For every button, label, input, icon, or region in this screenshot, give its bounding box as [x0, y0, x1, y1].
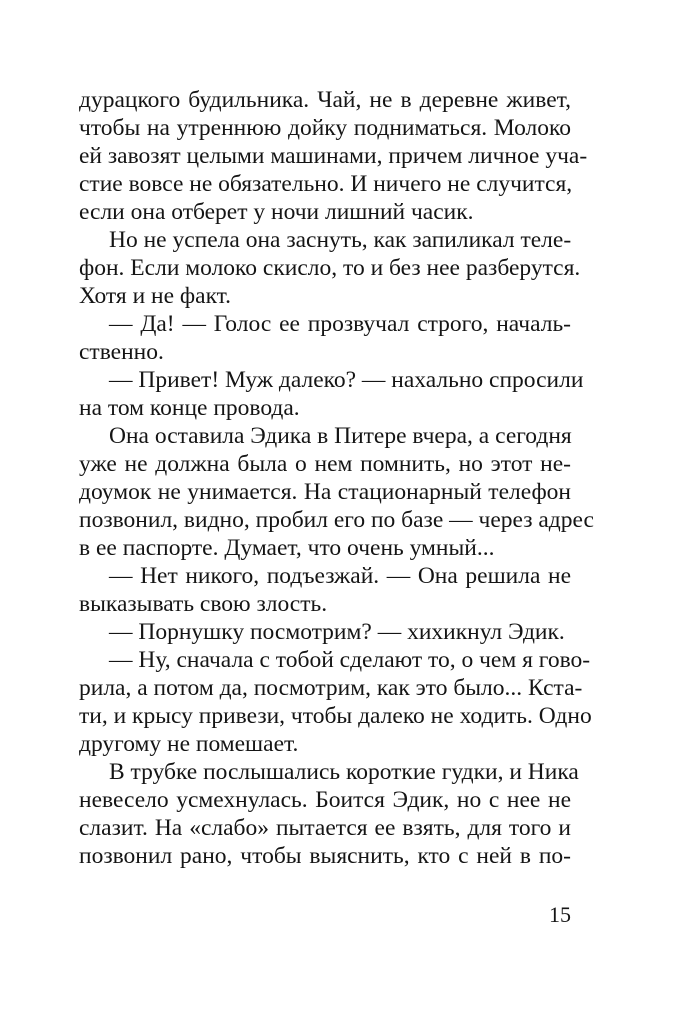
paragraph [79, 366, 584, 422]
paragraph [79, 422, 594, 562]
body-text [79, 86, 594, 870]
paragraph [79, 226, 581, 310]
page-number: 15 [549, 902, 571, 927]
text-line: доумок не унимается. На стационарный телефон [79, 479, 571, 505]
text-line: — Порнушку посмотрим? — хихикнул Эдик. [109, 619, 565, 645]
text-line: слазит. На «слабо» пытается ее взять, для того и [79, 815, 571, 841]
text-line: уже не должна была о нем помнить, но этот не- [79, 451, 571, 477]
text-line: позвонил, видно, пробил его по базе — через адрес [79, 507, 594, 533]
text-line: ти, и крысу привези, чтобы далеко не ходить. Одно [79, 703, 592, 729]
text-line: чтобы на утреннюю дойку подниматься. Молоко [79, 115, 571, 141]
text-line: фон. Если молоко скисло, то и без нее разберутся. [79, 255, 581, 281]
text-line: — Да! — Голос ее прозвучал строго, началь- [109, 311, 571, 337]
paragraph [79, 562, 571, 618]
text-line: В трубке послышались короткие гудки, и Ника [109, 759, 579, 785]
text-line: Хотя и не факт. [79, 283, 232, 309]
text-line: Она оставила Эдика в Питере вчера, а сегодня [109, 423, 572, 449]
text-line: если она отберет у ночи лишний часик. [79, 199, 474, 225]
text-line: ей завозят целыми машинами, причем личное уча- [79, 143, 588, 169]
paragraph [79, 618, 571, 646]
paragraph [79, 310, 571, 366]
text-line: — Нет никого, подъезжай. — Она решила не [109, 563, 571, 589]
text-line: выказывать свою злость. [79, 591, 328, 617]
paragraph [79, 646, 592, 758]
text-line: позвонил рано, чтобы выяснить, кто с ней в по- [79, 843, 571, 869]
text-line: — Привет! Муж далеко? — нахально спросили [109, 367, 584, 393]
text-line: в ее паспорте. Думает, что очень умный... [79, 535, 495, 561]
text-line: на том конце провода. [79, 395, 300, 421]
text-line: рила, а потом да, посмотрим, как это было... Кста- [79, 675, 583, 701]
text-line: Но не успела она заснуть, как запиликал теле- [109, 227, 572, 253]
text-line: ственно. [79, 339, 164, 365]
text-line: — Ну, сначала с тобой сделают то, о чем я гово- [109, 647, 591, 673]
paragraph [79, 86, 588, 226]
text-line: другому не помешает. [79, 731, 299, 757]
paragraph [79, 758, 579, 870]
text-line: дурацкого будильника. Чай, не в деревне живет, [79, 87, 571, 113]
text-line: невесело усмехнулась. Боится Эдик, но с нее не [79, 787, 571, 813]
text-line: стие вовсе не обязательно. И ничего не случится, [79, 171, 573, 197]
